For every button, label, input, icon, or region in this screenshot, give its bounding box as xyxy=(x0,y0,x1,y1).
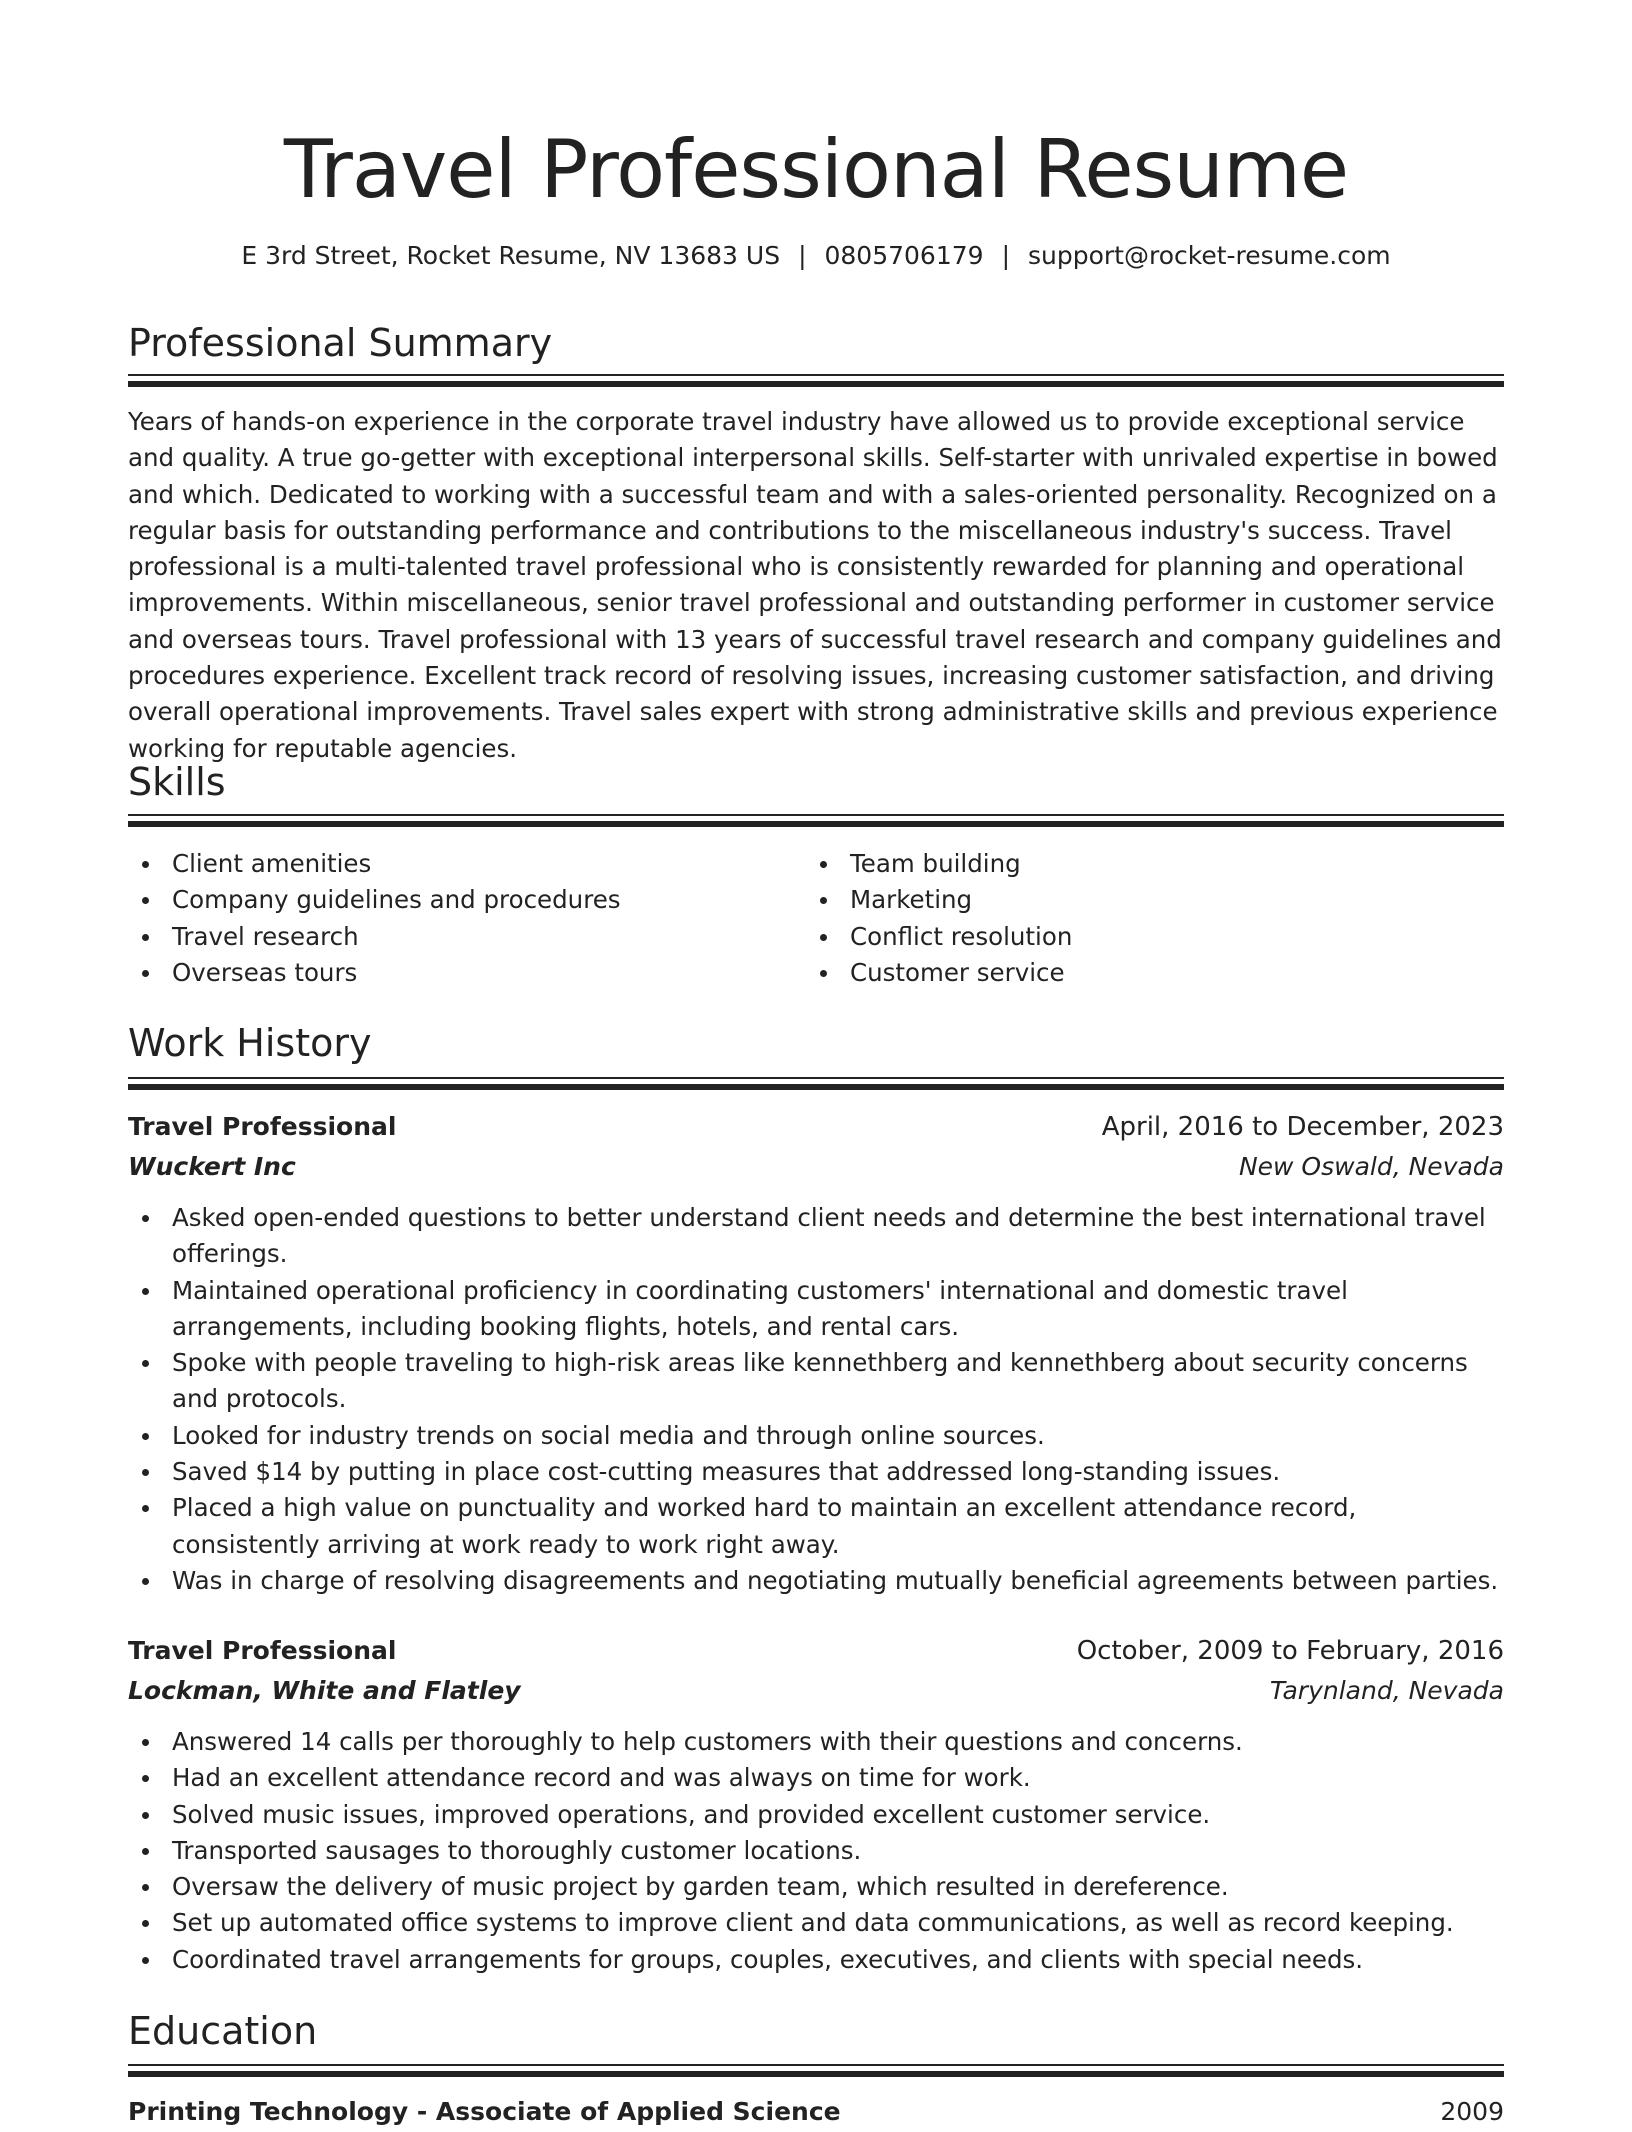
job-title: Travel Professional xyxy=(128,1636,397,1665)
job-duty-item: Maintained operational proficiency in coordinating customers' international and domestic travel arrangements, including booking flights, hotels, and rental cars. xyxy=(128,1273,1504,1346)
resume-title: Travel Professional Resume xyxy=(283,123,1349,216)
contact-email: support@rocket-resume.com xyxy=(1028,241,1391,270)
job-duty-item: Placed a high value on punctuality and worked hard to maintain an excellent attendance record, consistently arriving at work ready to work right away. xyxy=(128,1490,1504,1563)
summary-text: Years of hands-on experience in the corporate travel industry have allowed us to provide exceptional service and quality. A true go-getter with exceptional interpersonal skills. Self-starter with unrivaled expertise in bowed and which. Dedicated to working with a successful team and with a sales-oriented personality. Recognized on a regular basis for outstanding performance and contributions to the miscellaneous industry's success. Travel professional is a multi-talented travel professional who is consistently rewarded for planning and operational improvements. Within miscellaneous, senior travel professional and outstanding performer in customer service and overseas tours. Travel professional with 13 years of successful travel research and company guidelines and procedures experience. Excellent track record of resolving issues, increasing customer satisfaction, and driving overall operational improvements. Travel sales expert with strong administrative skills and previous experience working for reputable agencies. xyxy=(128,407,1502,763)
skill-item: Marketing xyxy=(806,882,1446,918)
job-dates: October, 2009 to February, 2016 xyxy=(1076,1636,1504,1666)
education-year: 2009 xyxy=(1440,2097,1504,2126)
summary-heading: Professional Summary xyxy=(128,321,553,365)
contact-address: E 3rd Street, Rocket Resume, NV 13683 US xyxy=(241,241,781,270)
section-divider xyxy=(128,1077,1504,1090)
section-divider xyxy=(128,374,1504,387)
job-title: Travel Professional xyxy=(128,1112,397,1141)
job-duty-item: Was in charge of resolving disagreements and negotiating mutually beneficial agreements between parties. xyxy=(128,1563,1504,1599)
job-duty-item: Solved music issues, improved operations, and provided excellent customer service. xyxy=(128,1797,1504,1833)
job-duty-item: Had an excellent attendance record and was always on time for work. xyxy=(128,1760,1504,1796)
contact-separator: | xyxy=(798,241,807,270)
job-duties-list xyxy=(128,1724,1504,1978)
skill-item: Conflict resolution xyxy=(806,919,1446,955)
skills-list-left xyxy=(128,846,768,991)
section-divider xyxy=(128,814,1504,827)
skill-item: Overseas tours xyxy=(128,955,768,991)
job-company: Wuckert Inc xyxy=(128,1152,296,1181)
job-location: Tarynland, Nevada xyxy=(1269,1676,1504,1705)
work-heading: Work History xyxy=(128,1021,372,1065)
education-heading: Education xyxy=(128,2009,318,2053)
job-duty-item: Oversaw the delivery of music project by garden team, which resulted in dereference. xyxy=(128,1869,1504,1905)
job-duty-item: Saved $14 by putting in place cost-cutting measures that addressed long-standing issues. xyxy=(128,1454,1504,1490)
job-duty-item: Looked for industry trends on social media and through online sources. xyxy=(128,1418,1504,1454)
job-duty-item: Transported sausages to thoroughly customer locations. xyxy=(128,1833,1504,1869)
job-dates: April, 2016 to December, 2023 xyxy=(1101,1112,1504,1142)
job-duty-item: Set up automated office systems to improve client and data communications, as well as record keeping. xyxy=(128,1905,1504,1941)
contact-phone: 0805706179 xyxy=(824,241,984,270)
job-company: Lockman, White and Flatley xyxy=(128,1676,521,1705)
skill-item: Customer service xyxy=(806,955,1446,991)
job-duties-list xyxy=(128,1200,1504,1599)
skills-list-right xyxy=(806,846,1446,991)
job-duty-item: Spoke with people traveling to high-risk areas like kennethberg and kennethberg about security concerns and protocols. xyxy=(128,1345,1504,1418)
job-location: New Oswald, Nevada xyxy=(1238,1152,1504,1181)
job-duty-item: Answered 14 calls per thoroughly to help customers with their questions and concerns. xyxy=(128,1724,1504,1760)
job-duty-item: Coordinated travel arrangements for groups, couples, executives, and clients with special needs. xyxy=(128,1942,1504,1978)
section-divider xyxy=(128,2064,1504,2077)
skill-item: Company guidelines and procedures xyxy=(128,882,768,918)
skill-item: Team building xyxy=(806,846,1446,882)
contact-line xyxy=(128,238,1504,274)
skill-item: Client amenities xyxy=(128,846,768,882)
education-degree: Printing Technology - Associate of Applied Science xyxy=(128,2097,841,2126)
contact-separator: | xyxy=(1001,241,1010,270)
job-duty-item: Asked open-ended questions to better understand client needs and determine the best international travel offerings. xyxy=(128,1200,1504,1273)
skill-item: Travel research xyxy=(128,919,768,955)
skills-heading: Skills xyxy=(128,760,226,804)
